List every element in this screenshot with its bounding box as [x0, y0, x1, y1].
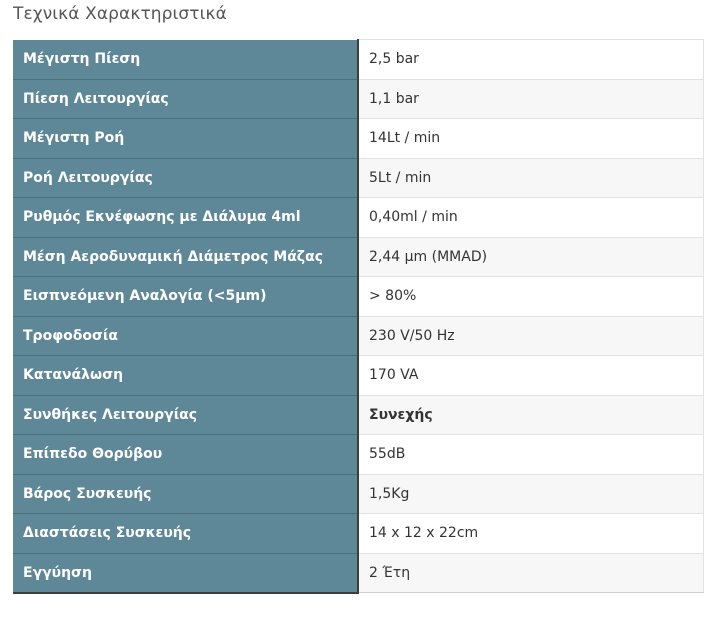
table-row	[13, 356, 704, 396]
spec-value-power-supply: 230 V/50 Hz	[358, 316, 704, 356]
table-row	[13, 40, 704, 80]
spec-label-max-pressure: Μέγιστη Πίεση	[13, 40, 358, 80]
table-row	[13, 158, 704, 198]
spec-label-operating-flow: Ροή Λειτουργίας	[13, 158, 358, 198]
spec-value-operating-pressure: 1,1 bar	[358, 79, 704, 119]
spec-label-operating-pressure: Πίεση Λειτουργίας	[13, 79, 358, 119]
spec-label-consumption: Κατανάλωση	[13, 356, 358, 396]
spec-value-nebulization-rate: 0,40ml / min	[358, 198, 704, 238]
table-row	[13, 79, 704, 119]
table-row	[13, 198, 704, 238]
spec-value-noise-level: 55dB	[358, 435, 704, 475]
spec-value-warranty: 2 Έτη	[358, 553, 704, 593]
spec-value-mmad: 2,44 μm (MMAD)	[358, 237, 704, 277]
table-row	[13, 514, 704, 554]
spec-value-dimensions: 14 x 12 x 22cm	[358, 514, 704, 554]
table-row	[13, 277, 704, 317]
table-row	[13, 435, 704, 475]
table-row	[13, 316, 704, 356]
spec-label-power-supply: Τροφοδοσία	[13, 316, 358, 356]
table-row	[13, 553, 704, 593]
spec-value-weight: 1,5Kg	[358, 474, 704, 514]
spec-label-respirable-fraction: Εισπνεόμενη Αναλογία (<5μm)	[13, 277, 358, 317]
spec-value-respirable-fraction: > 80%	[358, 277, 704, 317]
spec-value-operating-conditions: Συνεχής	[358, 395, 704, 435]
table-row	[13, 474, 704, 514]
spec-value-operating-flow: 5Lt / min	[358, 158, 704, 198]
spec-label-noise-level: Επίπεδο Θορύβου	[13, 435, 358, 475]
spec-value-consumption: 170 VA	[358, 356, 704, 396]
table-row	[13, 237, 704, 277]
spec-label-dimensions: Διαστάσεις Συσκευής	[13, 514, 358, 554]
spec-label-weight: Βάρος Συσκευής	[13, 474, 358, 514]
spec-label-mmad: Μέση Αεροδυναμική Διάμετρος Μάζας	[13, 237, 358, 277]
specifications-table	[13, 39, 704, 594]
table-row	[13, 395, 704, 435]
spec-label-warranty: Εγγύηση	[13, 553, 358, 593]
spec-value-max-flow: 14Lt / min	[358, 119, 704, 159]
spec-label-nebulization-rate: Ρυθμός Εκνέφωσης με Διάλυμα 4ml	[13, 198, 358, 238]
table-row	[13, 119, 704, 159]
section-title: Τεχνικά Χαρακτηριστικά	[13, 4, 227, 24]
spec-label-max-flow: Μέγιστη Ροή	[13, 119, 358, 159]
spec-label-operating-conditions: Συνθήκες Λειτουργίας	[13, 395, 358, 435]
spec-value-max-pressure: 2,5 bar	[358, 40, 704, 80]
